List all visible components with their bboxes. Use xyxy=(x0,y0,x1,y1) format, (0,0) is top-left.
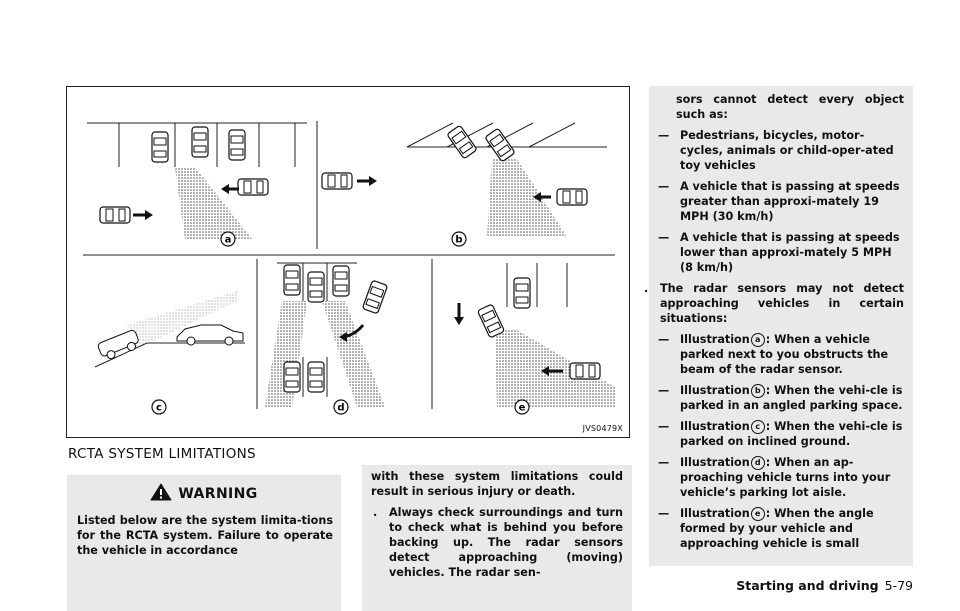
circled-letter-a: a xyxy=(751,333,765,347)
panel-e xyxy=(454,263,615,407)
circled-letter-e: e xyxy=(751,507,765,521)
footer-section: Starting and driving xyxy=(736,578,879,593)
illustration-text: : When an ap-proaching vehicle turns into your vehicle’s parking lot aisle. xyxy=(680,456,891,499)
svg-text:b: b xyxy=(455,234,463,246)
svg-text:a: a xyxy=(224,234,232,246)
circled-letter-d: d xyxy=(751,456,765,470)
illustration-item-b xyxy=(658,383,904,413)
illustration-prefix: Illustration xyxy=(680,384,750,397)
circled-letter-b: b xyxy=(751,384,765,398)
svg-text:d: d xyxy=(337,402,345,414)
panel-c xyxy=(95,291,245,367)
illustration-item-e xyxy=(658,506,904,551)
page-number: 5-79 xyxy=(884,578,913,593)
warning-continuation-col2 xyxy=(362,465,632,611)
bullet-item xyxy=(642,281,904,326)
dash-text: A vehicle that is passing at speeds lower than approxi-mately 5 MPH (8 km/h) xyxy=(680,231,900,274)
page-footer xyxy=(736,578,913,593)
warning-continuation-col3 xyxy=(644,86,913,566)
illustration-prefix: Illustration xyxy=(680,333,750,346)
bullet-marker: . xyxy=(373,506,378,519)
figure-code: JVS0479X xyxy=(582,424,623,433)
dash-marker: — xyxy=(658,231,670,244)
dash-marker: — xyxy=(658,384,670,397)
warning-heading-label: WARNING xyxy=(178,486,258,502)
panel-b xyxy=(322,123,607,237)
bullet-text: sors cannot detect every object such as: xyxy=(676,93,904,121)
warning-triangle-icon xyxy=(150,483,172,501)
illustration-prefix: Illustration xyxy=(680,456,750,469)
dash-marker: — xyxy=(658,456,670,469)
warning-intro-text: with these system limitations could result in serious injury or death. xyxy=(371,470,623,498)
bullet-text: The radar sensors may not detect approaching vehicles in certain situations: xyxy=(660,282,904,325)
section-title: RCTA SYSTEM LIMITATIONS xyxy=(68,446,256,462)
bullet-marker: . xyxy=(644,282,649,295)
illustration-text: : When the vehi-cle is parked in an angled parking space. xyxy=(680,384,903,412)
dash-text: A vehicle that is passing at speeds greater than approxi-mately 19 MPH (30 km/h) xyxy=(680,180,900,223)
dash-text: Pedestrians, bicycles, motor-cycles, animals or child-oper-ated toy vehicles xyxy=(680,129,894,172)
dash-item xyxy=(658,128,904,173)
rcta-diagram xyxy=(67,87,631,439)
dash-marker: — xyxy=(658,129,670,142)
bullet-text: Always check surroundings and turn to check what is behind you before backing up. The radar sensors detect approaching (moving) vehicles. The radar sen- xyxy=(389,506,623,579)
svg-text:e: e xyxy=(518,402,526,414)
illustration-item-a xyxy=(658,332,904,377)
dash-marker: — xyxy=(658,507,670,520)
illustration-prefix: Illustration xyxy=(680,420,750,433)
panel-label-d xyxy=(334,400,348,414)
dash-marker: — xyxy=(658,180,670,193)
illustration-prefix: Illustration xyxy=(680,507,750,520)
warning-box xyxy=(67,475,341,611)
panel-a xyxy=(87,123,307,239)
dash-item xyxy=(658,179,904,224)
panel-label-a xyxy=(221,232,235,246)
illustration-item-d xyxy=(658,455,904,500)
rcta-illustration xyxy=(66,86,630,438)
illustration-text: : When the vehi-cle is parked on inclined ground. xyxy=(680,420,903,448)
warning-text: Listed below are the system limita-tions for the RCTA system. Failure to operate the vehicle in accordance xyxy=(77,514,333,557)
warning-heading xyxy=(67,483,341,502)
dash-marker: — xyxy=(658,420,670,433)
panel-label-c xyxy=(152,400,166,414)
panel-label-e xyxy=(515,400,529,414)
panel-label-b xyxy=(452,232,466,246)
illustration-text: : When the angle formed by your vehicle and approaching vehicle is small xyxy=(680,507,874,550)
dash-item xyxy=(658,230,904,275)
panel-d xyxy=(265,263,388,407)
svg-text:c: c xyxy=(156,402,162,414)
circled-letter-c: c xyxy=(751,420,765,434)
dash-marker: — xyxy=(658,333,670,346)
illustration-text: : When a vehicle parked next to you obstructs the beam of the radar sensor. xyxy=(680,333,889,376)
bullet-item xyxy=(371,505,623,580)
bullet-continuation xyxy=(658,92,904,122)
illustration-item-c xyxy=(658,419,904,449)
